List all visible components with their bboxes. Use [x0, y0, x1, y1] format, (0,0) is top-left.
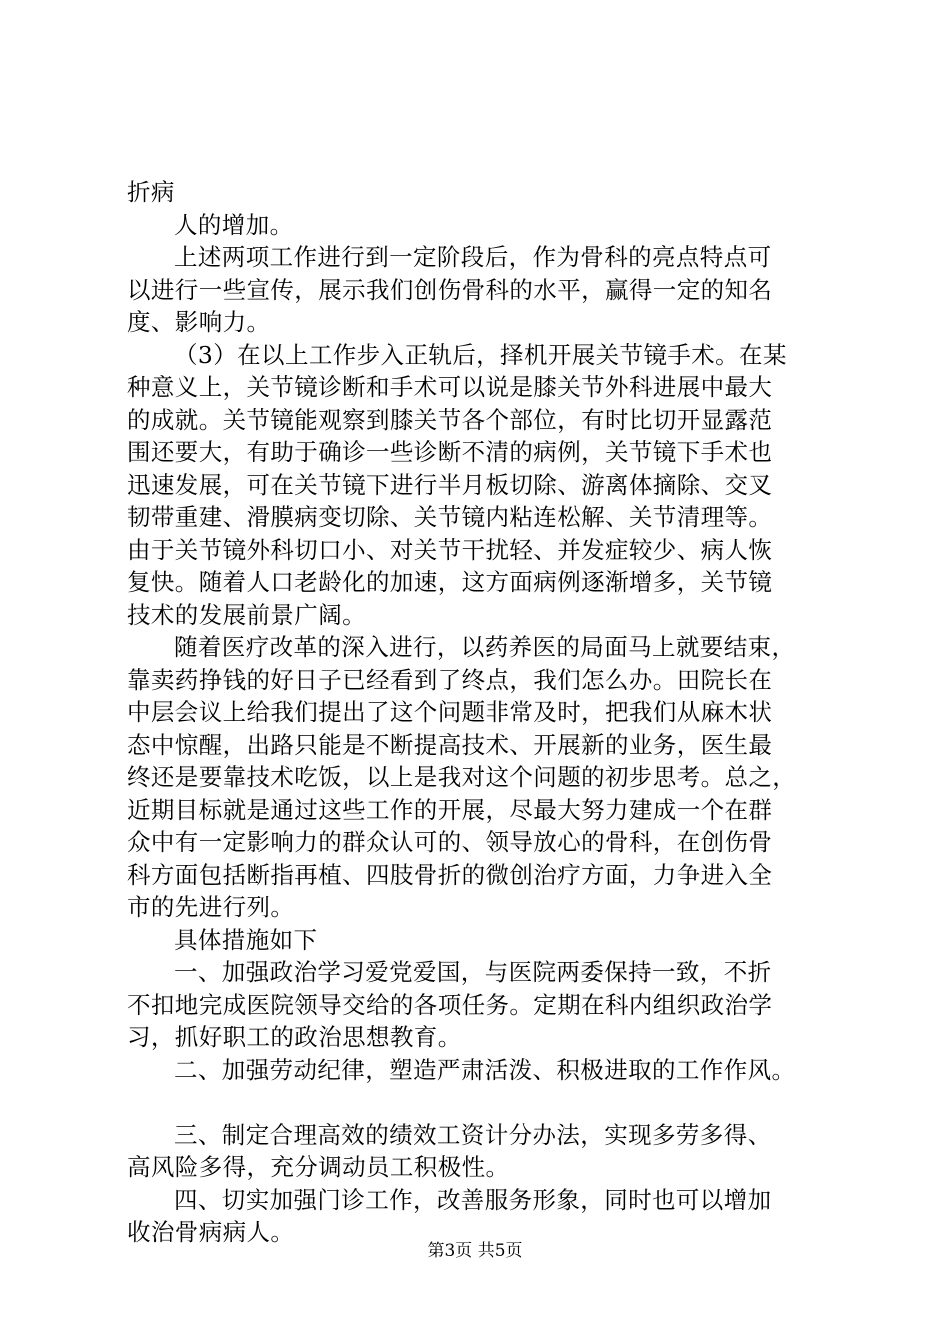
text-line: 具体措施如下 — [174, 925, 318, 954]
text-line: 的成就。关节镜能观察到膝关节各个部位，有时比切开显露范 — [127, 405, 773, 434]
text-line: 迅速发展，可在关节镜下进行半月板切除、游离体摘除、交叉 — [127, 470, 773, 499]
text-line: 以进行一些宣传，展示我们创伤骨科的水平，赢得一定的知名 — [127, 275, 773, 304]
text-line: 由于关节镜外科切口小、对关节干扰轻、并发症较少、病人恢 — [127, 535, 773, 564]
text-line: 终还是要靠技术吃饭，以上是我对这个问题的初步思考。总之， — [127, 763, 797, 791]
blank-line — [127, 1086, 837, 1119]
page-footer: 第3页 共5页 — [427, 1241, 523, 1261]
text-line: （3）在以上工作步入正轨后，择机开展关节镜手术。在某 — [174, 340, 787, 369]
text-line: 中层会议上给我们提出了这个问题非常及时，把我们从麻木状 — [127, 698, 773, 726]
text-line: 近期目标就是通过这些工作的开展，尽最大努力建成一个在群 — [127, 795, 773, 824]
text-line: 习，抓好职工的政治思想教育。 — [127, 1023, 462, 1051]
text-line: 不扣地完成医院领导交给的各项任务。定期在科内组织政治学 — [127, 990, 773, 1019]
text-line: 折病 — [127, 178, 175, 206]
text-line: 四、切实加强门诊工作，改善服务形象，同时也可以增加 — [174, 1185, 772, 1214]
text-line: 三、制定合理高效的绩效工资计分办法，实现多劳多得、 — [174, 1120, 772, 1149]
text-line: 一、加强政治学习爱党爱国，与医院两委保持一致，不折 — [174, 958, 772, 986]
text-line: 高风险多得，充分调动员工积极性。 — [127, 1153, 510, 1181]
text-line: 二、加强劳动纪律，塑造严肃活泼、积极进取的工作作风。 — [174, 1055, 796, 1084]
text-line: 态中惊醒，出路只能是不断提高技术、开展新的业务，医生最 — [127, 730, 773, 759]
text-line: 众中有一定影响力的群众认可的、领导放心的骨科，在创伤骨 — [127, 828, 773, 856]
document-body — [127, 176, 837, 1249]
text-line: 复快。随着人口老龄化的加速，这方面病例逐渐增多，关节镜 — [127, 568, 773, 596]
text-line: 靠卖药挣钱的好日子已经看到了终点，我们怎么办。田院长在 — [127, 665, 773, 694]
text-line: 围还要大，有助于确诊一些诊断不清的病例，关节镜下手术也 — [127, 438, 773, 466]
text-line: 随着医疗改革的深入进行，以药养医的局面马上就要结束， — [174, 633, 796, 661]
text-line: 技术的发展前景广阔。 — [127, 600, 366, 629]
text-line: 人的增加。 — [174, 210, 294, 239]
text-line: 市的先进行列。 — [127, 893, 295, 921]
text-line: 度、影响力。 — [127, 308, 271, 336]
text-line: 上述两项工作进行到一定阶段后，作为骨科的亮点特点可 — [174, 243, 772, 271]
text-line: 科方面包括断指再植、四肢骨折的微创治疗方面，力争进入全 — [127, 860, 773, 889]
text-line: 种意义上，关节镜诊断和手术可以说是膝关节外科进展中最大 — [127, 373, 773, 401]
text-line: 韧带重建、滑膜病变切除、关节镜内粘连松解、关节清理等。 — [127, 503, 773, 531]
text-line: 收治骨病病人。 — [127, 1218, 295, 1246]
